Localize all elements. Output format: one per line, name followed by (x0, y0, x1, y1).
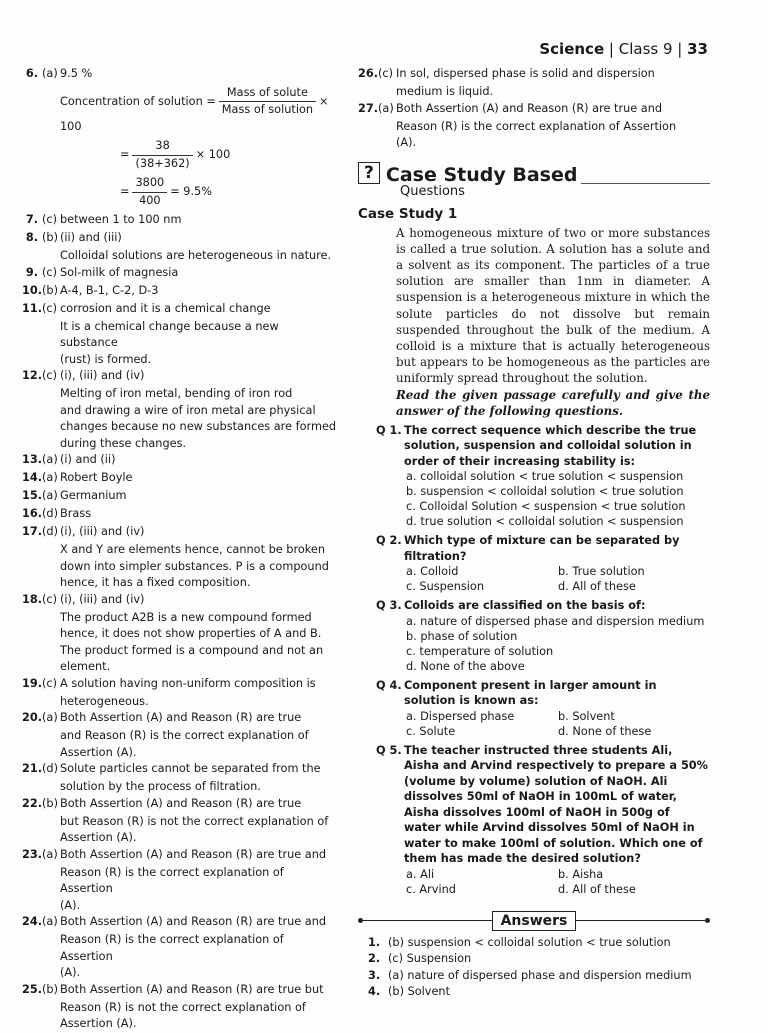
answer-text: A-4, B-1, C-2, D-3 (60, 283, 159, 297)
answer-item (22, 301, 340, 318)
fraction (132, 175, 167, 209)
option: a. Colloid (406, 565, 459, 579)
heading-rule (363, 920, 492, 921)
right-column (358, 66, 710, 1001)
question-text: Colloids are classified on the basis of: (404, 599, 646, 613)
answer-option: (b) (42, 283, 58, 297)
equals: = (120, 148, 130, 161)
answer-text: Both Assertion (A) and Reason (R) are true (60, 711, 302, 724)
answer-text: between 1 to 100 nm (60, 213, 182, 226)
answer-text: In sol, dispersed phase is solid and dispersion (396, 67, 655, 80)
answer-number: 23. (22, 847, 43, 861)
question-options (358, 867, 710, 897)
case-study-heading (358, 162, 710, 184)
option-row (406, 867, 710, 882)
answer-number: 16. (22, 507, 43, 520)
answer-explanation: Reason (R) is the correct explanation of Assertion (396, 119, 677, 133)
answer-number: 18. (22, 592, 43, 606)
answer-explanation: The product A2B is a new compound formed (60, 610, 312, 624)
question-text: Component present in larger amount in solution is known as: (404, 678, 657, 708)
answer-option: (b) (42, 231, 58, 244)
answer-number: 25. (22, 982, 43, 996)
denominator: 400 (139, 193, 161, 207)
option: b. Solvent (558, 709, 615, 723)
answer-number: 12. (22, 369, 43, 382)
answer-number: 8. (25, 231, 38, 244)
answer-item (22, 847, 340, 864)
question-options (358, 564, 710, 594)
answer-item (22, 283, 340, 300)
answer-key-number: 4. (368, 985, 381, 999)
questions-list (358, 423, 710, 897)
answer-explanation: Assertion (A). (60, 831, 137, 844)
question (358, 423, 710, 470)
answer-text: 9.5 % (60, 67, 93, 80)
answer-explanation: (rust) is formed. (60, 352, 152, 366)
answer-explanation: Reason (R) is not the correct explanation of (60, 1000, 306, 1014)
answer-item (22, 592, 340, 609)
answer-item (22, 524, 340, 541)
answer-key-item (358, 984, 710, 1001)
answer-text: Both Assertion (A) and Reason (R) are true and (60, 847, 327, 861)
calc-label: Concentration of solution = (60, 94, 216, 108)
answer-number: 26. (358, 67, 379, 80)
answer-number: 14. (22, 471, 43, 484)
answer-option: (c) (42, 369, 58, 382)
answer-explanation: heterogeneous. (60, 694, 149, 708)
passage-instruction: Read the given passage carefully and give the answer of the following questions. (396, 387, 710, 418)
answer-item (22, 212, 340, 229)
answer-item (22, 676, 340, 693)
answer-item (22, 796, 340, 813)
answer-explanation: Colloidal solutions are heterogeneous in nature. (60, 249, 332, 262)
answer-item (22, 230, 340, 247)
option: c. Colloidal Solution < suspension < true solution (406, 500, 686, 514)
answer-number: 20. (22, 711, 43, 724)
answer-key-item (358, 968, 710, 985)
case-study-title: Case Study Based (385, 164, 578, 186)
calc-row-2 (120, 138, 340, 172)
answer-explanation: Reason (R) is the correct explanation of Assertion (60, 865, 284, 895)
question-text: The correct sequence which describe the true solution, suspension and colloidal solution in order of their increasing stability is: (404, 423, 697, 468)
calc-row-1 (60, 85, 340, 136)
answer-number: 7. (25, 213, 38, 226)
answer-option: (c) (42, 213, 58, 226)
answer-text: Sol-milk of magnesia (60, 265, 179, 279)
answers-list (358, 935, 710, 1001)
option: c. Suspension (406, 580, 484, 594)
answer-number: 27. (358, 101, 379, 115)
answer-text: (i), (iii) and (iv) (60, 592, 145, 606)
answer-explanation: hence, it has a fixed composition. (60, 576, 251, 589)
answer-explanation: Melting of iron metal, bending of iron rod (60, 387, 293, 400)
answer-text: (i), (iii) and (iv) (60, 369, 145, 382)
question-options (358, 614, 710, 674)
option: a. colloidal solution < true solution < suspension (406, 470, 684, 484)
denominator: Mass of solution (221, 103, 314, 116)
answer-option: (b) (42, 796, 58, 810)
answer-option: (a) (378, 101, 394, 115)
question-text: Which type of mixture can be separated by filtration? (404, 534, 680, 563)
case-study-number: Case Study 1 (358, 206, 458, 222)
fraction (132, 138, 192, 172)
answer-number: 17. (22, 525, 43, 538)
answer-number: 11. (22, 301, 43, 315)
question (358, 678, 710, 709)
answer-item (22, 265, 340, 282)
question (358, 533, 710, 564)
option: d. All of these (558, 580, 636, 594)
class-label: Class 9 (618, 40, 673, 58)
answer-option: (c) (42, 676, 58, 690)
option: d. None of the above (406, 659, 525, 673)
option-row (406, 579, 710, 594)
case-study-subtitle: Questions (400, 183, 465, 199)
option: b. suspension < colloidal solution < true solution (406, 485, 684, 499)
question-options (358, 709, 710, 739)
answer-explanation: The product formed is a compound and not an (60, 643, 324, 657)
numerator: Mass of solute (219, 85, 316, 103)
answer-item (22, 368, 340, 385)
result: = 9.5% (170, 185, 212, 198)
answer-explanation: (A). (60, 966, 81, 979)
answer-option: (a) (42, 67, 58, 80)
answer-explanation: but Reason (R) is not the correct explanation of (60, 814, 329, 828)
question-text: The teacher instructed three students Ali, Aisha and Arvind respectively to prepare a 50% (volume by volume) solution of NaOH. Ali dissolves 50ml of NaOH in 100mL of water, Aisha dissolves 100ml of NaOH in 500g of water while Arvind dissolves 50ml of NaOH in water to make 100ml of solution. Which one of them has made the desired solution? (404, 743, 708, 866)
answer-key-number: 3. (368, 968, 381, 982)
question-mark-icon: ? (358, 162, 380, 184)
answer-option: (a) (42, 453, 58, 466)
answer-text: Both Assertion (A) and Reason (R) are true (60, 796, 302, 810)
passage-text: A homogeneous mixture of two or more substances is called a true solution. A solution has a solute and a solvent as its component. The particles of a true solution are smaller than 1nm in diameter. A suspension is a heterogeneous mixture in which the solute particles do not dissolve but remain suspended throughout the bulk of the medium. A colloid is a mixture that is actually heterogeneous but appears to be homogeneous as the particles are uniformly spread throughout the solution. (396, 225, 710, 386)
right-answers (358, 66, 710, 152)
option-row (406, 709, 710, 724)
answer-key-text: (a) nature of dispersed phase and dispersion medium (388, 968, 692, 982)
page-number: 33 (687, 40, 708, 58)
answer-text: Germanium (60, 489, 127, 502)
answer-item (358, 66, 710, 83)
answer-option: (a) (42, 489, 58, 502)
heading-rule (581, 183, 710, 184)
answer-text: Robert Boyle (60, 471, 133, 484)
answer-text: (ii) and (iii) (60, 231, 122, 244)
answer-item (358, 101, 710, 118)
question-number: Q 2. (376, 534, 402, 548)
option: d. None of these (558, 724, 652, 738)
answer-explanation: Reason (R) is the correct explanation of Assertion (60, 933, 284, 963)
question (358, 598, 710, 614)
answer-option: (a) (42, 915, 58, 928)
option: a. Ali (406, 867, 435, 881)
answer-option: (b) (42, 982, 58, 996)
option: c. temperature of solution (406, 644, 554, 658)
answer-text: Both Assertion (A) and Reason (R) are true and (60, 915, 327, 928)
answer-text: Brass (60, 507, 92, 520)
option-row (406, 882, 710, 897)
option: d. true solution < colloidal solution < suspension (406, 515, 684, 529)
question-number: Q 3. (376, 599, 402, 613)
answer-explanation: medium is liquid. (396, 85, 494, 98)
option: d. All of these (558, 882, 636, 896)
answer-number: 13. (22, 453, 43, 466)
answer-option: (d) (42, 507, 58, 520)
answer-item (22, 914, 340, 931)
option-row (406, 724, 710, 739)
answer-text: Both Assertion (A) and Reason (R) are true but (60, 982, 324, 996)
question-number: Q 5. (376, 743, 402, 757)
numerator: 38 (132, 138, 192, 156)
page-header: Science | Class 9 | 33 (539, 40, 708, 58)
answer-explanation: during these changes. (60, 436, 187, 450)
answer-text: A solution having non-uniform composition is (60, 676, 316, 690)
question-number: Q 4. (376, 678, 402, 692)
case-passage (358, 225, 710, 419)
answer-explanation: It is a chemical change because a new substance (60, 319, 279, 349)
answer-number: 6. (25, 67, 38, 80)
answer-number: 22. (22, 796, 43, 810)
answer-explanation: Assertion (A). (60, 745, 137, 759)
denominator: (38+362) (135, 156, 190, 170)
answer-explanation: (A). (60, 898, 81, 912)
answer-item (22, 470, 340, 487)
answer-explanation: hence, it does not show properties of A and B. (60, 627, 322, 640)
answer-item (22, 506, 340, 523)
answer-option: (a) (42, 471, 58, 484)
answer-explanation: X and Y are elements hence, cannot be broken (60, 543, 326, 556)
option: a. nature of dispersed phase and dispersion medium (406, 614, 705, 628)
numerator: 3800 (132, 175, 167, 193)
answer-text: Both Assertion (A) and Reason (R) are true and (396, 101, 663, 115)
answer-key-item (358, 951, 710, 968)
answer-explanation: and drawing a wire of iron metal are physical (60, 403, 316, 417)
answers-title: Answers (492, 911, 577, 931)
answer-key-text: (b) suspension < colloidal solution < true solution (388, 935, 671, 949)
answer-explanation: Assertion (A). (60, 1017, 137, 1030)
answer-option: (c) (42, 592, 58, 606)
answer-option: (c) (42, 301, 58, 315)
answers-heading (358, 911, 710, 931)
question (358, 743, 710, 867)
answer-key-number: 2. (368, 952, 381, 966)
answer-option: (c) (42, 265, 58, 279)
option: c. Solute (406, 724, 456, 738)
answer-option: (a) (42, 711, 58, 724)
equals: = (120, 185, 130, 198)
answer-explanation: solution by the process of filtration. (60, 780, 261, 793)
left-column (22, 66, 340, 1033)
option: a. Dispersed phase (406, 709, 515, 723)
answer-item (22, 982, 340, 999)
answer-number: 15. (22, 489, 43, 502)
answer-key-number: 1. (368, 935, 381, 949)
option: b. Aisha (558, 867, 604, 881)
answer-explanation: element. (60, 660, 111, 673)
answer-option: (c) (378, 67, 394, 80)
answer-explanation: (A). (396, 136, 417, 149)
heading-rule (576, 920, 705, 921)
answer-key-text: (b) Solvent (388, 985, 451, 999)
bullet-dot-icon (705, 918, 710, 923)
answer-key-text: (c) Suspension (388, 952, 472, 966)
answer-item (22, 66, 340, 83)
answer-item (22, 761, 340, 778)
option: c. Arvind (406, 882, 456, 896)
answer-explanation: changes because no new substances are formed (60, 420, 337, 433)
option: b. phase of solution (406, 629, 518, 643)
answer-text: (i), (iii) and (iv) (60, 525, 145, 538)
answer-item (22, 452, 340, 469)
subject-title: Science (539, 40, 605, 58)
question-number: Q 1. (376, 423, 402, 437)
option: b. True solution (558, 565, 645, 579)
calculation-block (22, 85, 340, 210)
answer-explanation: and Reason (R) is the correct explanation of (60, 729, 309, 742)
answer-number: 10. (22, 283, 43, 297)
answer-explanation: down into simpler substances. P is a compound (60, 559, 329, 573)
calc-row-3 (120, 175, 340, 209)
answer-number: 21. (22, 762, 43, 775)
answer-text: corrosion and it is a chemical change (60, 301, 271, 315)
answer-number: 9. (25, 265, 38, 279)
answer-option: (d) (42, 525, 58, 538)
answer-item (22, 488, 340, 505)
answer-number: 24. (22, 915, 43, 928)
answer-option: (d) (42, 762, 58, 775)
answer-text: Solute particles cannot be separated from the (60, 762, 321, 775)
answer-text: (i) and (ii) (60, 453, 116, 466)
question-options (358, 469, 710, 529)
answer-item (22, 710, 340, 727)
fraction (219, 85, 316, 119)
answer-number: 19. (22, 676, 43, 690)
multiplier: × 100 (60, 94, 329, 133)
answer-option: (a) (42, 847, 58, 861)
answer-key-item (358, 935, 710, 952)
multiplier: × 100 (195, 148, 231, 161)
option-row (406, 564, 710, 579)
